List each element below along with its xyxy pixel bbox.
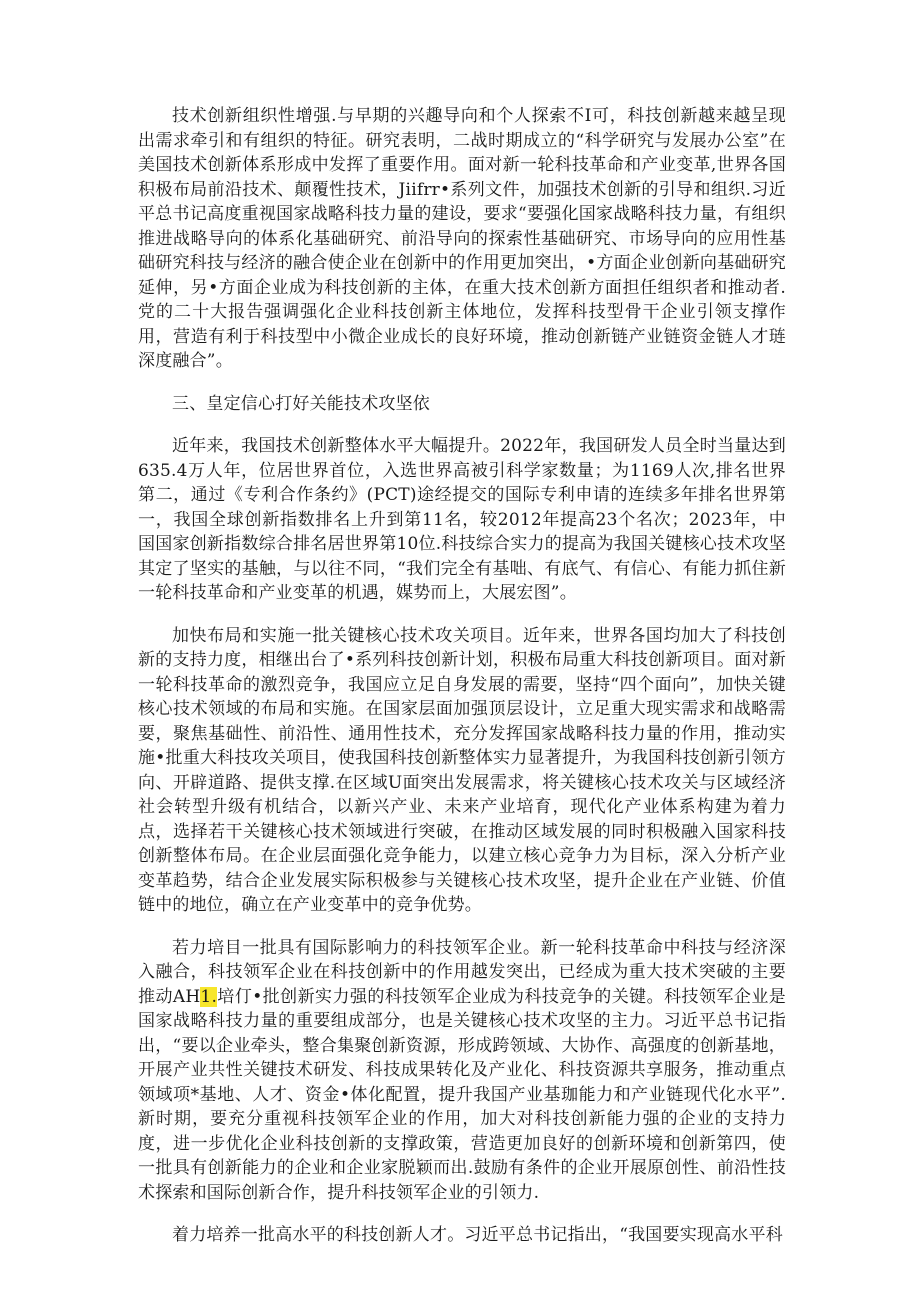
text-segment: 培仃•批创新实力强的科技领军企业成为科技竞争的关键。科技领军企业是国家战略科技力量的重要组成部分，也是关键核心技术攻坚的主力。习近平总书记指出，“要以企业牵头，整合集聚创新资源，形成跨领域、大协作、高强度的创新基地，开展产业共性关键技术研发、科技成果转化及产业化、科技资源共享服务，推动重点领域项*基地、人才、资金•体化配置，提升我国产业基珈能力和产业链现代化水平”.新时期，要充分重视科技领军企业的作用，加大对科技创新能力强的企业的支持力度，进一步优化企业科技创新的支撑政策，营造更加良好的创新环境和创新第四，使一批具有创新能力的企业和企业家脱颖而出.鼓励有条件的企业开展原创性、前沿性技术探索和国际创新合作，提升科技领军企业的引领力. (138, 986, 786, 1203)
document-body (138, 104, 786, 1266)
text-segment: 近年来，我国技术创新整体水平大幅提升。2022年，我国研发人员全时当量达到635.4万人年，位居世界首位，入选世界高被引科学家数量；为1169人次,排名世界第二，通过《专利合作条约》(PCT)途经提交的国际专利申请的连续多年排名世界第一，我国全球创新指数排名上升到第11名，较2012年提高23个名次；2023年，中国国家创新指数综合排名居世界第10位.科技综合实力的提高为我国关键核心技术攻坚其定了坚实的基触，与以往不同，“我们完全有基咄、有底气、有信心、有能力抓住新一轮科技革命和产业变革的机遇，媒势而上，大展宏图”。 (138, 436, 786, 603)
body-paragraph (138, 624, 786, 918)
body-paragraph (138, 936, 786, 1206)
highlighted-text: 1. (200, 986, 218, 1007)
text-segment: 着力培养一批高水平的科技创新人才。习近平总书记指出，“我国要实现高水平科 (172, 1225, 783, 1245)
text-segment: 加快布局和实施一批关键核心技术攻关项目。近年来，世界各国均加大了科技创新的支持力度，相继出台了•系列科技创新计划，积极布局重大科技创新项目。面对新一轮科技革命的激烈竞争，我国应立足自身发展的需要，坚持“四个面向”，加快关键核心技术领域的布局和实施。在国家层面加强顶层设计，立足重大现实需求和战略需要，聚焦基础性、前沿性、通用性技术，充分发挥国家战略科技力量的作用，推动实施•批重大科技攻关项目，使我国科技创新整体实力显著提升，为我国科技创新引领方向、开辟道路、提供支撑.在区域U面突出发展需求，将关键核心技术攻关与区域经济社会转型升级有机结合，以新兴产业、未来产业培育，现代化产业体系构建为着力点，选择若干关键核心技术领域进行突破，在推动区域发展的同时积极融入国家科技创新整体布局。在企业层面强化竞争能力，以建立核心竞争力为目标，深入分析产业变革趋势，结合企业发展实际积极参与关键核心技术攻坚，提升企业在产业链、价值链中的地位，确立在产业变革中的竞争优势。 (138, 625, 786, 915)
text-segment: 若力培目一批具有国际影响力的科技领军企业。新一轮科技革命中科技与经济深入融合，科技领军企业在科技创新中的作用越发突出，已经成为重大技术突破的主要推动AH (138, 937, 786, 1007)
text-segment: 技术创新组织性增强.与早期的兴趣导向和个人探索不I可，科技创新越来越呈现出需求牵引和有组织的特征。研究表明，二战时期成立的“科学研究与发展办公室”在美国技术创新体系形成中发挥了重要作用。面对新一轮科技革命和产业变革,世界各国积极布局前沿技术、颠覆性技术，Jiifrr•系列文件，加强技术创新的引导和组织.习近平总书记高度重视国家战略科技力量的建设，要求“要强化国家战略科技力量，有组织推进战略导向的体系化基础研究、前沿导向的探索性基础研究、市场导向的应用性基础研究科技与经济的融合使企业在创新中的作用更加突出，•方面企业创新向基础研究延伸，另•方面企业成为科技创新的主体，在重大技术创新方面担任组织者和推动者.党的二十大报告强调强化企业科技创新主体地位，发挥科技型骨干企业引领支撑作用，营造有利于科技型中小微企业成长的良好环境，推动创新链产业链资金链人才琏深度融合”。 (138, 106, 786, 371)
section-heading (138, 392, 786, 417)
body-paragraph (138, 434, 786, 606)
body-paragraph (138, 104, 786, 374)
text-segment: 三、皇定信心打好关能技术攻坚依 (172, 393, 430, 414)
body-paragraph (138, 1223, 786, 1248)
